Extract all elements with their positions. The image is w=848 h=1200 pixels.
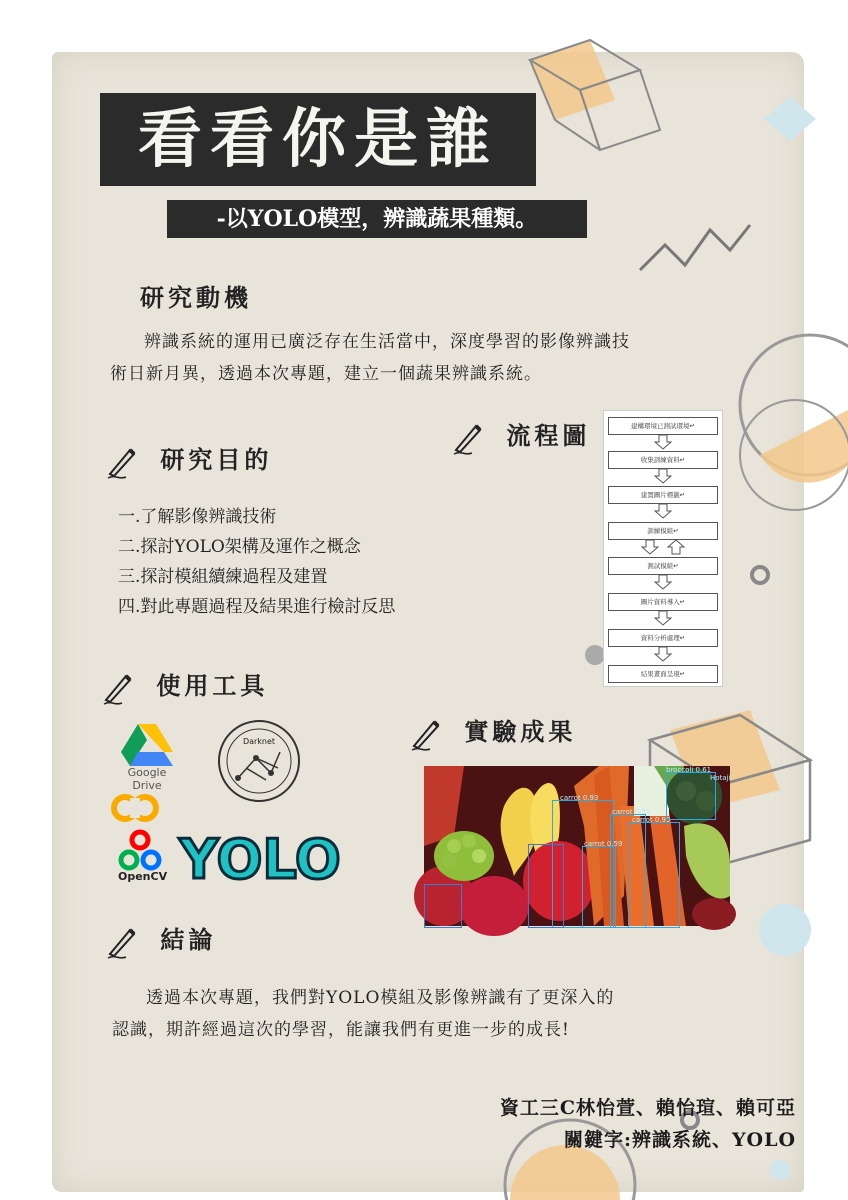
down-arrow-icon xyxy=(655,469,671,483)
motivation-heading: 研究動機 xyxy=(140,283,252,312)
results-heading-row xyxy=(408,712,576,752)
google-drive-label: Google Drive xyxy=(127,766,167,792)
flowchart-heading: 流程圖 xyxy=(506,421,591,450)
google-drive-logo xyxy=(112,722,182,792)
small-ring-decoration xyxy=(745,560,775,590)
detection-box xyxy=(528,844,564,928)
google-drive-icon xyxy=(121,722,173,766)
detection-box xyxy=(424,884,462,928)
zigzag-decoration xyxy=(635,215,755,275)
colab-logo xyxy=(112,790,158,826)
objective-item: 一.了解影像辨識技術 xyxy=(118,507,277,527)
down-arrow-icon xyxy=(655,611,671,625)
objective-item: 四.對此專題過程及結果進行檢討反思 xyxy=(118,597,396,617)
pen-icon xyxy=(450,420,486,456)
down-arrow-icon xyxy=(655,504,671,518)
motivation-text xyxy=(110,326,750,390)
detection-label: carrot 0.55 xyxy=(612,808,651,816)
page-subtitle: -以YOLO模型，辨識蔬果種類。 xyxy=(167,200,587,238)
up-arrow-icon xyxy=(668,540,684,554)
objectives-heading-row xyxy=(104,440,272,480)
colab-icon xyxy=(112,790,158,826)
detection-box xyxy=(628,822,680,928)
flow-step: 收集訓練資料↵ xyxy=(608,451,718,469)
conclusion-heading: 結論 xyxy=(160,925,217,954)
conclusion-line-1: 透過本次專題，我們對YOLO模組及影像辨識有了更深入的 xyxy=(146,988,615,1008)
pen-icon xyxy=(104,924,140,960)
darknet-logo xyxy=(216,718,302,804)
yolo-logo xyxy=(179,822,341,892)
authors-block xyxy=(500,1092,796,1156)
teal-circle-decoration xyxy=(755,900,815,960)
page-title: 看看你是誰 xyxy=(100,93,536,186)
flowchart xyxy=(603,410,723,687)
flow-step: 建置圖片標籤↵ xyxy=(608,486,718,504)
opencv-icon xyxy=(118,830,162,870)
detection-label: broccoli 0.61 xyxy=(666,766,712,774)
cube-decoration-top xyxy=(520,30,670,160)
flow-step: 建構環境已測試環境↵ xyxy=(608,417,718,435)
flow-step: 訓練模組↵ xyxy=(608,522,718,540)
tools-heading: 使用工具 xyxy=(156,671,269,700)
authors: 資工三C林怡萱、賴怡瑄、賴可亞 xyxy=(499,1097,796,1119)
diamond-decoration xyxy=(760,95,820,145)
flow-step: 結果畫面呈現↵ xyxy=(608,665,718,683)
flow-step: 資料分析處理↵ xyxy=(608,629,718,647)
pen-icon xyxy=(100,670,136,706)
detection-label: Hotaji xyxy=(710,774,731,782)
flowchart-heading-row xyxy=(450,416,590,456)
objectives-list xyxy=(118,502,395,622)
keywords: 關鍵字:辨識系統、YOLO xyxy=(563,1129,796,1151)
pen-icon xyxy=(408,716,444,752)
down-arrow-icon xyxy=(655,435,671,449)
detection-box xyxy=(666,772,716,820)
motivation-line-2: 術日新月異，透過本次專題，建立一個蔬果辨識系統。 xyxy=(110,364,542,384)
results-heading: 實驗成果 xyxy=(464,717,577,746)
detection-result-image xyxy=(424,766,730,926)
conclusion-line-2: 認識，期許經過這次的學習，能讓我們有更進一步的成長! xyxy=(112,1020,570,1040)
yolo-text: YOLO xyxy=(179,828,341,891)
down-arrow-icon xyxy=(642,540,658,554)
opencv-logo xyxy=(118,830,168,883)
motivation-line-1: 辨識系統的運用已廣泛存在生活當中，深度學習的影像辨識技 xyxy=(144,332,630,352)
objective-item: 二.探討YOLO架構及運作之概念 xyxy=(118,537,361,557)
down-arrow-icon xyxy=(655,647,671,661)
tools-heading-row xyxy=(100,666,268,706)
down-arrow-icon xyxy=(655,575,671,589)
conclusion-heading-row xyxy=(104,920,216,960)
detection-box xyxy=(582,846,616,928)
conclusion-text xyxy=(112,982,732,1046)
detection-label: carrot 0.93 xyxy=(632,816,671,824)
objective-item: 三.探討模組續練過程及建置 xyxy=(118,567,328,587)
teal-dot-decoration xyxy=(768,1158,792,1182)
flow-step: 測試模組↵ xyxy=(608,557,718,575)
detection-label: carrot 0.59 xyxy=(584,840,623,848)
flow-step: 圖片資料導入↵ xyxy=(608,593,718,611)
darknet-text: Darknet xyxy=(242,737,276,746)
detection-label: carrot 0.93 xyxy=(560,794,599,802)
pen-icon xyxy=(104,444,140,480)
objectives-heading: 研究目的 xyxy=(160,445,273,474)
opencv-label: OpenCV xyxy=(118,870,168,883)
